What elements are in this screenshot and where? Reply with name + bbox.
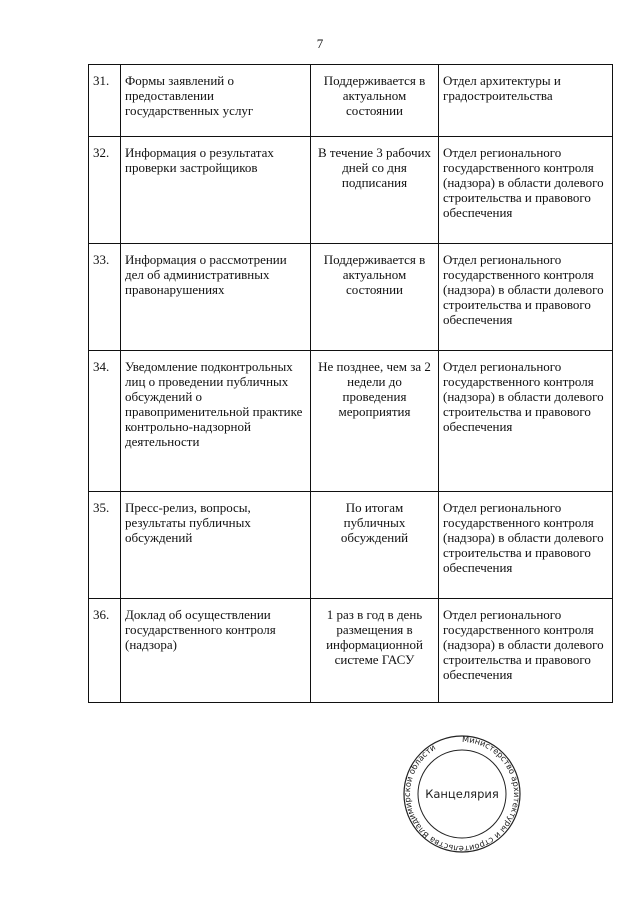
stamp-ring-text: Министерство архитектуры и строительства Владимирской области — [402, 733, 522, 855]
office-stamp — [402, 724, 522, 864]
update-period: В течение 3 рабочих дней со дня подписания — [311, 137, 439, 244]
row-number: 35. — [89, 492, 121, 599]
responsible-department: Отдел регионального государственного контроля (надзора) в области долевого строительства и правового обеспечения — [439, 351, 613, 492]
document-table — [88, 64, 613, 703]
info-name: Формы заявлений о предоставлении государственных услуг — [121, 65, 311, 137]
responsible-department: Отдел регионального государственного контроля (надзора) в области долевого строительства и правового обеспечения — [439, 137, 613, 244]
table-row — [89, 137, 613, 244]
info-name: Уведомление подконтрольных лиц о проведении публичных обсуждений о правоприменительной практике контрольно-надзорной деятельности — [121, 351, 311, 492]
table-row — [89, 244, 613, 351]
info-name: Пресс-релиз, вопросы, результаты публичных обсуждений — [121, 492, 311, 599]
row-number: 36. — [89, 599, 121, 703]
responsible-department: Отдел архитектуры и градостроительства — [439, 65, 613, 137]
stamp-center-text: Канцелярия — [425, 787, 499, 801]
update-period: 1 раз в год в день размещения в информационной системе ГАСУ — [311, 599, 439, 703]
row-number: 34. — [89, 351, 121, 492]
table-row — [89, 65, 613, 137]
responsible-department: Отдел регионального государственного контроля (надзора) в области долевого строительства и правового обеспечения — [439, 244, 613, 351]
update-period: Поддерживается в актуальном состоянии — [311, 65, 439, 137]
responsible-department: Отдел регионального государственного контроля (надзора) в области долевого строительства и правового обеспечения — [439, 599, 613, 703]
row-number: 33. — [89, 244, 121, 351]
responsible-department: Отдел регионального государственного контроля (надзора) в области долевого строительства и правового обеспечения — [439, 492, 613, 599]
update-period: Не позднее, чем за 2 недели до проведения мероприятия — [311, 351, 439, 492]
info-name: Доклад об осуществлении государственного контроля (надзора) — [121, 599, 311, 703]
table-row — [89, 492, 613, 599]
info-name: Информация о рассмотрении дел об административных правонарушениях — [121, 244, 311, 351]
update-period: По итогам публичных обсуждений — [311, 492, 439, 599]
table-row — [89, 599, 613, 703]
row-number: 32. — [89, 137, 121, 244]
table-row — [89, 351, 613, 492]
page-number: 7 — [316, 36, 324, 51]
info-name: Информация о результатах проверки застройщиков — [121, 137, 311, 244]
row-number: 31. — [89, 65, 121, 137]
update-period: Поддерживается в актуальном состоянии — [311, 244, 439, 351]
